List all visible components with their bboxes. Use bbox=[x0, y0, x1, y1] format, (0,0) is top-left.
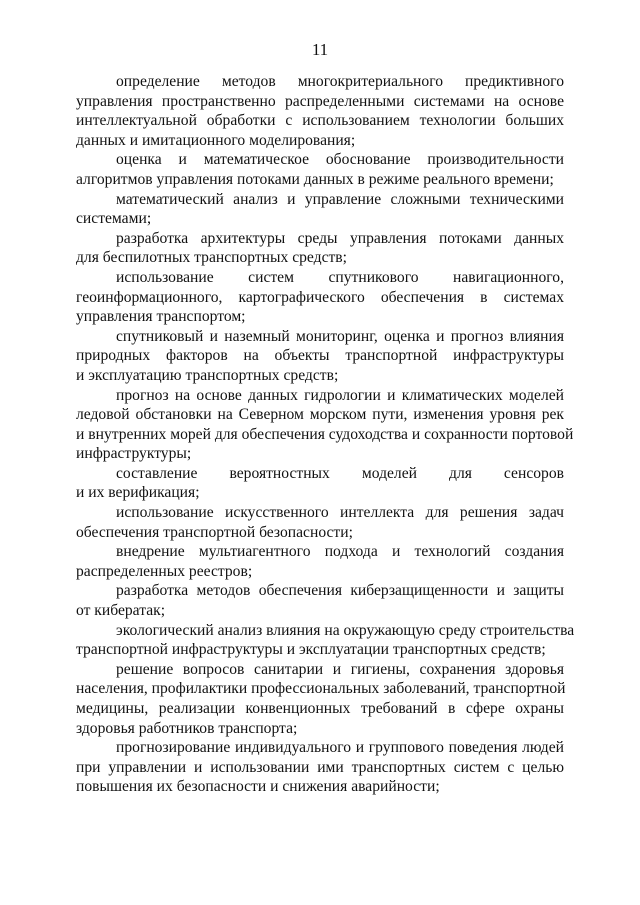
paragraph-line: ледовой обстановки на Северном морском пути, изменения уровня рек bbox=[76, 406, 564, 424]
paragraph bbox=[76, 268, 564, 327]
paragraph bbox=[76, 327, 564, 386]
paragraph-line: от кибератак; bbox=[76, 602, 166, 620]
paragraph-line: для беспилотных транспортных средств; bbox=[76, 249, 347, 267]
paragraph bbox=[76, 464, 564, 503]
paragraph-line: прогнозирование индивидуального и группового поведения людей bbox=[116, 739, 564, 757]
paragraph-line: математический анализ и управление сложными техническими bbox=[116, 190, 564, 208]
paragraph-line: и эксплуатацию транспортных средств; bbox=[76, 366, 339, 384]
paragraph-line: использование искусственного интеллекта для решения задач bbox=[116, 504, 564, 522]
paragraph bbox=[76, 660, 564, 738]
paragraph bbox=[76, 72, 564, 150]
paragraph-line: и их верификация; bbox=[76, 484, 200, 502]
paragraph bbox=[76, 229, 564, 268]
paragraph-line: геоинформационного, картографического обеспечения в системах bbox=[76, 288, 564, 306]
paragraph-line: спутниковый и наземный мониторинг, оценка и прогноз влияния bbox=[116, 327, 564, 345]
paragraph-line: управления транспортом; bbox=[76, 308, 246, 326]
paragraph-line: повышения их безопасности и снижения аварийности; bbox=[76, 778, 440, 796]
paragraph-line: распределенных реестров; bbox=[76, 562, 253, 580]
paragraph-line: интеллектуальной обработки с использованием технологии больших bbox=[76, 112, 564, 130]
paragraph bbox=[76, 386, 574, 464]
paragraph-line: данных и имитационного моделирования; bbox=[76, 131, 356, 149]
paragraph-line: использование систем спутникового навигационного, bbox=[116, 268, 564, 286]
paragraph-line: при управлении и использовании ими транспортных систем с целью bbox=[76, 758, 564, 776]
page-number: 11 bbox=[311, 40, 329, 59]
paragraph-line: обеспечения транспортной безопасности; bbox=[76, 523, 353, 541]
paragraph-line: системами; bbox=[76, 210, 152, 228]
paragraph bbox=[76, 581, 564, 620]
paragraph-line: разработка архитектуры среды управления потоками данных bbox=[116, 229, 564, 247]
paragraph-line: внедрение мультиагентного подхода и технологий создания bbox=[116, 543, 564, 561]
paragraph-line: природных факторов на объекты транспортной инфраструктуры bbox=[76, 347, 564, 365]
paragraph-line: и внутренних морей для обеспечения судоходства и сохранности портовой bbox=[76, 425, 574, 443]
paragraph-line: прогноз на основе данных гидрологии и климатических моделей bbox=[116, 386, 564, 404]
document-body bbox=[76, 72, 575, 797]
paragraph-line: инфраструктуры; bbox=[76, 445, 192, 463]
paragraph-line: медицины, реализации конвенционных требований в сфере охраны bbox=[76, 700, 564, 717]
paragraph bbox=[76, 503, 564, 542]
paragraph-line: населения, профилактики профессиональных заболеваний, транспортной bbox=[76, 680, 566, 698]
paragraph-line: определение методов многокритериального предиктивного bbox=[116, 73, 564, 90]
paragraph-line: здоровья работников транспорта; bbox=[76, 719, 298, 737]
paragraph-line: решение вопросов санитарии и гигиены, сохранения здоровья bbox=[116, 660, 564, 678]
paragraph bbox=[76, 621, 575, 660]
paragraph-line: управления пространственно распределенными системами на основе bbox=[76, 92, 564, 110]
paragraph bbox=[76, 542, 564, 581]
paragraph-line: оценка и математическое обоснование производительности bbox=[116, 151, 564, 169]
paragraph bbox=[76, 738, 564, 797]
paragraph-line: экологический анализ влияния на окружающую среду строительства bbox=[116, 621, 575, 639]
paragraph-line: разработка методов обеспечения киберзащищенности и защиты bbox=[116, 582, 564, 600]
paragraph bbox=[76, 150, 564, 189]
paragraph-line: алгоритмов управления потоками данных в режиме реального времени; bbox=[76, 170, 554, 188]
paragraph-line: составление вероятностных моделей для сенсоров bbox=[116, 464, 564, 482]
paragraph-line: транспортной инфраструктуры и эксплуатации транспортных средств; bbox=[76, 641, 546, 659]
paragraph bbox=[76, 190, 564, 229]
